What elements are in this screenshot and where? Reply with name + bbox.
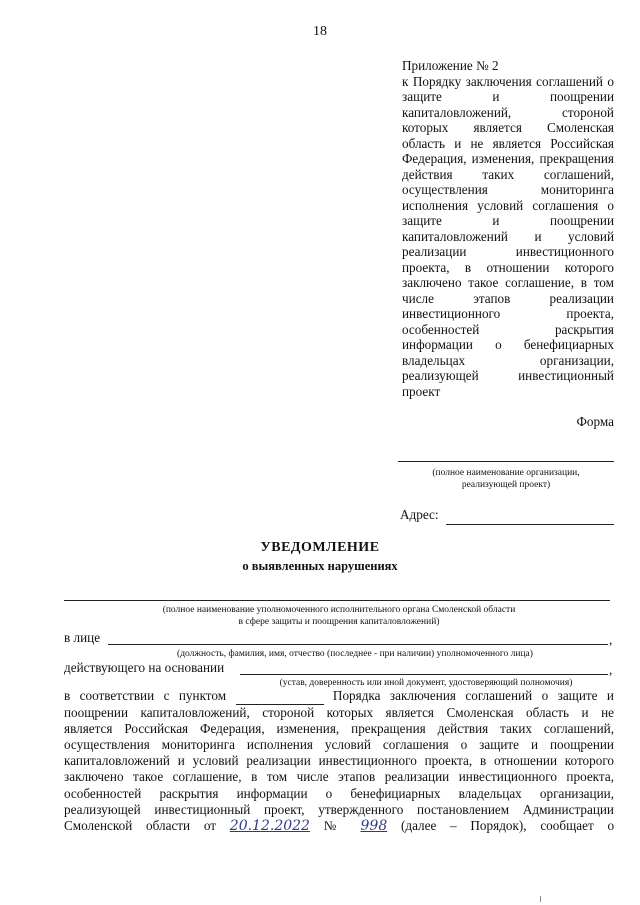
paragraph-text: Порядка заключения соглашений о защите и bbox=[332, 688, 614, 703]
authority-caption bbox=[64, 604, 614, 628]
paragraph-text: в соответствии с пунктом bbox=[64, 688, 227, 703]
paragraph-line-5: капиталовложений и условий реализации инвестиционного проекта, в отношении которого bbox=[64, 753, 614, 769]
org-name-line[interactable] bbox=[398, 461, 614, 462]
notice-paragraph bbox=[64, 688, 614, 834]
person-comma: , bbox=[609, 632, 613, 647]
basis-comma: , bbox=[609, 662, 613, 677]
org-caption bbox=[398, 467, 614, 491]
authority-caption-line-2: в сфере защиты и поощрения капиталовложений) bbox=[238, 617, 440, 627]
appendix-text: к Порядку заключения соглашений о защите и поощрении капиталовложений, стороной которых является Смоленская область и не является Российская Федерация, изменения, прекращения действия таких соглашений, осуществления мониторинга исполнения условий соглашения о защите и поощрении капиталовложений и условий реализации инвестиционного проекта, в отношении которого заключено такое соглашение, в том числе этапов реализации инвестиционного проекта, особенностей раскрытия информации о бенефициарных владельцах организации, реализующей инвестиционный проект bbox=[402, 73, 614, 399]
clause-number-blank[interactable] bbox=[236, 688, 324, 705]
address-line[interactable] bbox=[446, 524, 614, 525]
appendix-block bbox=[402, 58, 614, 399]
page-number: 18 bbox=[313, 24, 327, 39]
authority-caption-line-1: (полное наименование уполномоченного исполнительного органа Смоленской области bbox=[162, 605, 516, 615]
paragraph-text: (далее – Порядок), сообщает о bbox=[400, 817, 615, 833]
form-label: Форма bbox=[576, 414, 614, 429]
paragraph-line-9 bbox=[64, 818, 614, 834]
handwritten-number: 998 bbox=[360, 817, 388, 834]
notice-subheading: о выявленных нарушениях bbox=[242, 559, 398, 573]
person-caption: (должность, фамилия, имя, отчество (последнее - при наличии) уполномоченного лица) bbox=[177, 649, 533, 659]
notice-heading: УВЕДОМЛЕНИЕ bbox=[260, 540, 380, 555]
org-caption-line-1: (полное наименование организации, bbox=[432, 468, 580, 478]
appendix-title: Приложение № 2 bbox=[402, 58, 499, 73]
basis-label: действующего на основании bbox=[64, 660, 225, 675]
basis-line[interactable] bbox=[240, 674, 608, 675]
org-caption-line-2: реализующей проект) bbox=[461, 480, 551, 490]
paragraph-text: Смоленской области от bbox=[64, 817, 217, 833]
paragraph-line-8: реализующей инвестиционный проект, утвержденного постановлением Администрации bbox=[64, 801, 614, 817]
person-line[interactable] bbox=[108, 644, 608, 645]
paragraph-line-7: особенностей раскрытия информации о бенефициарных владельцах организации, bbox=[64, 785, 614, 801]
authority-name-line[interactable] bbox=[64, 600, 610, 601]
paragraph-line-2: поощрении капиталовложений, стороной которых является Смоленская область и не bbox=[64, 705, 614, 721]
basis-caption: (устав, доверенность или иной документ, удостоверяющий полномочия) bbox=[279, 678, 573, 688]
paragraph-line-3: является Российская Федерация, изменения, прекращения действия таких соглашений, bbox=[64, 721, 614, 737]
number-sign: № bbox=[323, 817, 347, 833]
paragraph-line-4: осуществления мониторинга исполнения условий соглашения о защите и поощрении bbox=[64, 737, 614, 753]
scan-mark bbox=[540, 896, 541, 902]
address-label: Адрес: bbox=[400, 507, 439, 522]
person-label: в лице bbox=[64, 630, 101, 645]
paragraph-line-1 bbox=[64, 688, 614, 705]
paragraph-line-6: заключено такое соглашение, в том числе этапов реализации инвестиционного проекта, bbox=[64, 769, 614, 785]
handwritten-date: 20.12.2022 bbox=[229, 817, 310, 834]
